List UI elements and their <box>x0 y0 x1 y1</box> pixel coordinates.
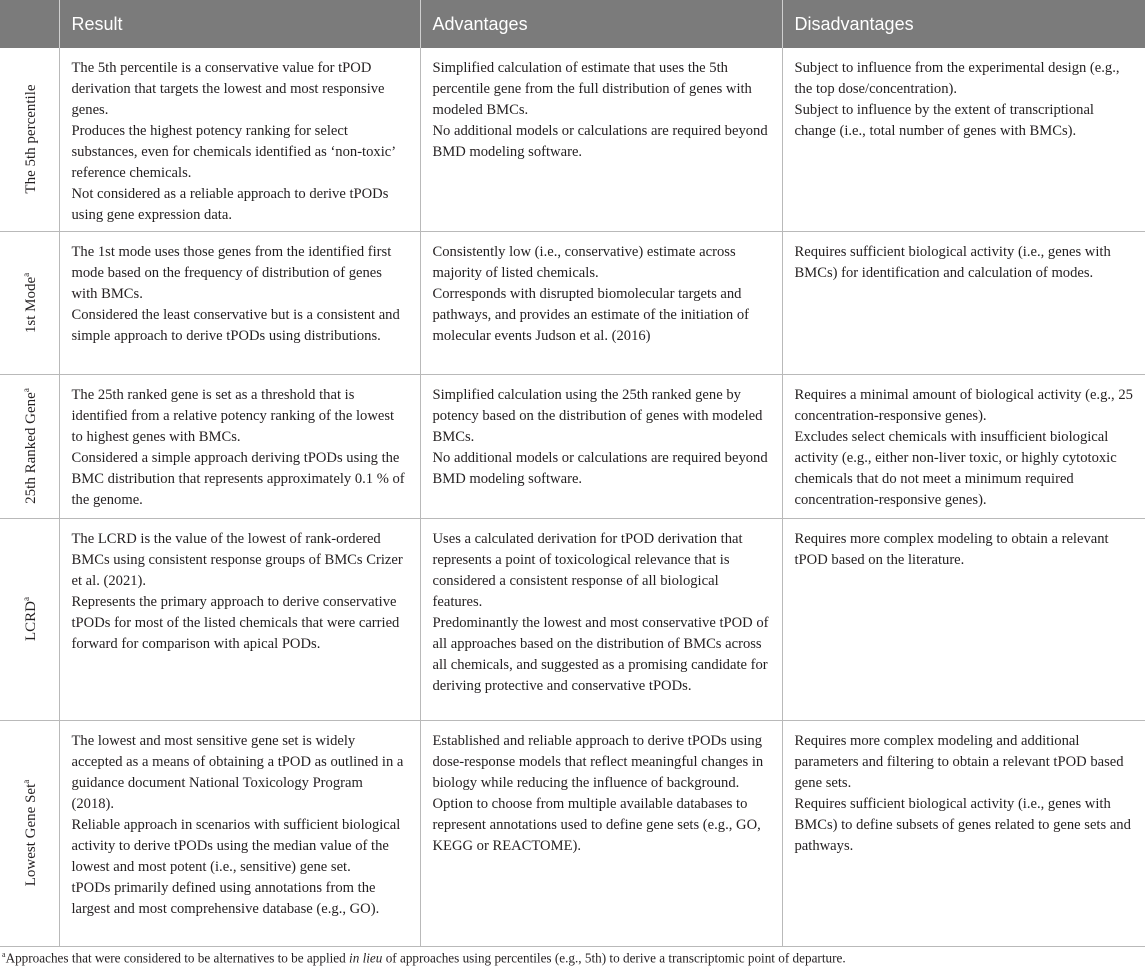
result-line: Considered the least conservative but is a consistent and simple approach to derive tPODs using distributions. <box>71 306 400 344</box>
advantages-cell <box>420 720 782 946</box>
disadvantages-line: Excludes select chemicals with insufficient biological activity (e.g., either non-liver toxic, or highly cytotoxic chemicals that do not meet a minimum required concentration-responsive genes). <box>794 428 1117 508</box>
row-label-footnote-marker: a <box>21 779 32 784</box>
advantages-cell <box>420 518 782 720</box>
row-label-footnote-marker: a <box>21 388 32 393</box>
result-cell <box>59 231 420 374</box>
disadvantages-line: Requires sufficient biological activity (i.e., genes with BMCs) to define subsets of genes related to gene sets and pathways. <box>794 795 1131 854</box>
row-label <box>16 388 42 504</box>
row-label <box>16 597 42 641</box>
table-row <box>0 720 1145 946</box>
advantages-line: Uses a calculated derivation for tPOD derivation that represents a point of toxicological relevance that is considered a consistent response of all biological features. <box>432 530 743 610</box>
disadvantages-cell <box>782 720 1145 946</box>
result-cell <box>59 374 420 518</box>
result-line: Not considered as a reliable approach to derive tPODs using gene expression data. <box>71 186 389 223</box>
result-line: Represents the primary approach to derive conservative tPODs for most of the listed chemicals that were carried forward for comparison with apical PODs. <box>71 593 400 652</box>
result-line: Produces the highest potency ranking for select substances, even for chemicals identified as ‘non-toxic’ reference chemicals. <box>71 123 396 181</box>
result-cell <box>59 518 420 720</box>
result-line: The 5th percentile is a conservative value for tPOD derivation that targets the lowest and most responsive genes. <box>71 60 385 118</box>
footnote-text-start: Approaches that were considered to be alternatives to be applied <box>5 950 350 966</box>
advantages-line: Corresponds with disrupted biomolecular targets and pathways, and provides an estimate of the initiation of molecular events Judson et al. (2016) <box>432 285 750 344</box>
row-label-text: The 5th percentile <box>23 84 40 194</box>
disadvantages-line: Requires a minimal amount of biological activity (e.g., 25 concentration-responsive genes). <box>794 386 1133 424</box>
result-line: tPODs primarily defined using annotations from the largest and most comprehensive database (e.g., GO). <box>71 879 380 917</box>
result-line: Considered a simple approach deriving tPODs using the BMC distribution that represents approximately 0.1 % of the genome. <box>71 449 405 508</box>
result-line: The LCRD is the value of the lowest of rank-ordered BMCs using consistent response groups of BMCs Crizer et al. (2021). <box>71 530 403 589</box>
row-label-footnote-marker: a <box>21 596 32 601</box>
table-footnote <box>2 950 846 966</box>
result-line: Reliable approach in scenarios with sufficient biological activity to derive tPODs using the median value of the lowest and most potent (i.e., sensitive) gene set. <box>71 816 401 875</box>
result-line: The 25th ranked gene is set as a threshold that is identified from a relative potency ranking of the lowest to highest genes with BMCs. <box>71 386 395 445</box>
result-line: The lowest and most sensitive gene set is widely accepted as a means of obtaining a tPOD as outlined in a guidance document National Toxicology Program (2018). <box>71 732 404 812</box>
result-cell <box>59 48 420 231</box>
advantages-cell <box>420 374 782 518</box>
disadvantages-line: Requires sufficient biological activity (i.e., genes with BMCs) for identification and calculation of modes. <box>794 243 1111 281</box>
advantages-line: Consistently low (i.e., conservative) estimate across majority of listed chemicals. <box>432 243 736 281</box>
result-cell <box>59 720 420 946</box>
row-label-footnote-marker: a <box>21 272 32 277</box>
table-row <box>0 374 1145 518</box>
disadvantages-line: Requires more complex modeling to obtain a relevant tPOD based on the literature. <box>794 530 1109 568</box>
advantages-cell <box>420 231 782 374</box>
disadvantages-cell <box>782 374 1145 518</box>
row-label-cell <box>0 720 59 946</box>
advantages-line: Predominantly the lowest and most conservative tPOD of all approaches based on the distribution of BMCs across all chemicals, and suggested as a promising candidate for deriving protective and conservative tPODs. <box>432 614 769 694</box>
header-row <box>0 0 1145 48</box>
table-row <box>0 48 1145 231</box>
disadvantages-line: Requires more complex modeling and additional parameters and filtering to obtain a relevant tPOD based gene sets. <box>794 732 1124 791</box>
footnote-text-italic: in lieu <box>349 950 383 966</box>
header-result: Result <box>59 0 420 48</box>
header-corner-cell <box>0 0 59 48</box>
advantages-line: No additional models or calculations are required beyond BMD modeling software. <box>432 123 768 160</box>
header-advantages: Advantages <box>420 0 782 48</box>
row-label-text: LCRD <box>23 600 40 642</box>
footnote-marker: a <box>2 950 6 959</box>
disadvantages-line: Subject to influence from the experimental design (e.g., the top dose/concentration). <box>794 60 1120 97</box>
row-label <box>16 272 42 332</box>
row-label-cell <box>0 374 59 518</box>
header-disadvantages: Disadvantages <box>782 0 1145 48</box>
advantages-line: No additional models or calculations are required beyond BMD modeling software. <box>432 449 768 487</box>
advantages-line: Simplified calculation using the 25th ranked gene by potency based on the distribution of genes with modeled BMCs. <box>432 386 763 445</box>
row-label-text: 1st Mode <box>23 276 40 333</box>
footnote-text-end: of approaches using percentiles (e.g., 5th) to derive a transcriptomic point of departure. <box>382 950 846 966</box>
row-label-cell <box>0 48 59 231</box>
row-label-cell <box>0 231 59 374</box>
row-label <box>16 85 42 194</box>
disadvantages-cell <box>782 48 1145 231</box>
advantages-line: Established and reliable approach to derive tPODs using dose-response models that reflect meaningful changes in biology while reducing the influence of background. <box>432 732 764 791</box>
row-label-text: Lowest Gene Set <box>23 783 40 887</box>
advantages-cell <box>420 48 782 231</box>
advantages-line: Simplified calculation of estimate that uses the 5th percentile gene from the full distribution of genes with modeled BMCs. <box>432 60 752 118</box>
advantages-line: Option to choose from multiple available databases to represent annotations used to define gene sets (e.g., GO, KEGG or REACTOME). <box>432 795 761 854</box>
table-row <box>0 518 1145 720</box>
row-label <box>16 780 42 886</box>
disadvantages-cell <box>782 518 1145 720</box>
disadvantages-line: Subject to influence by the extent of transcriptional change (i.e., total number of genes with BMCs). <box>794 102 1094 139</box>
row-label-text: 25th Ranked Gene <box>23 392 40 504</box>
table-row <box>0 231 1145 374</box>
row-label-cell <box>0 518 59 720</box>
result-line: The 1st mode uses those genes from the identified first mode based on the frequency of distribution of genes with BMCs. <box>71 243 392 302</box>
disadvantages-cell <box>782 231 1145 374</box>
